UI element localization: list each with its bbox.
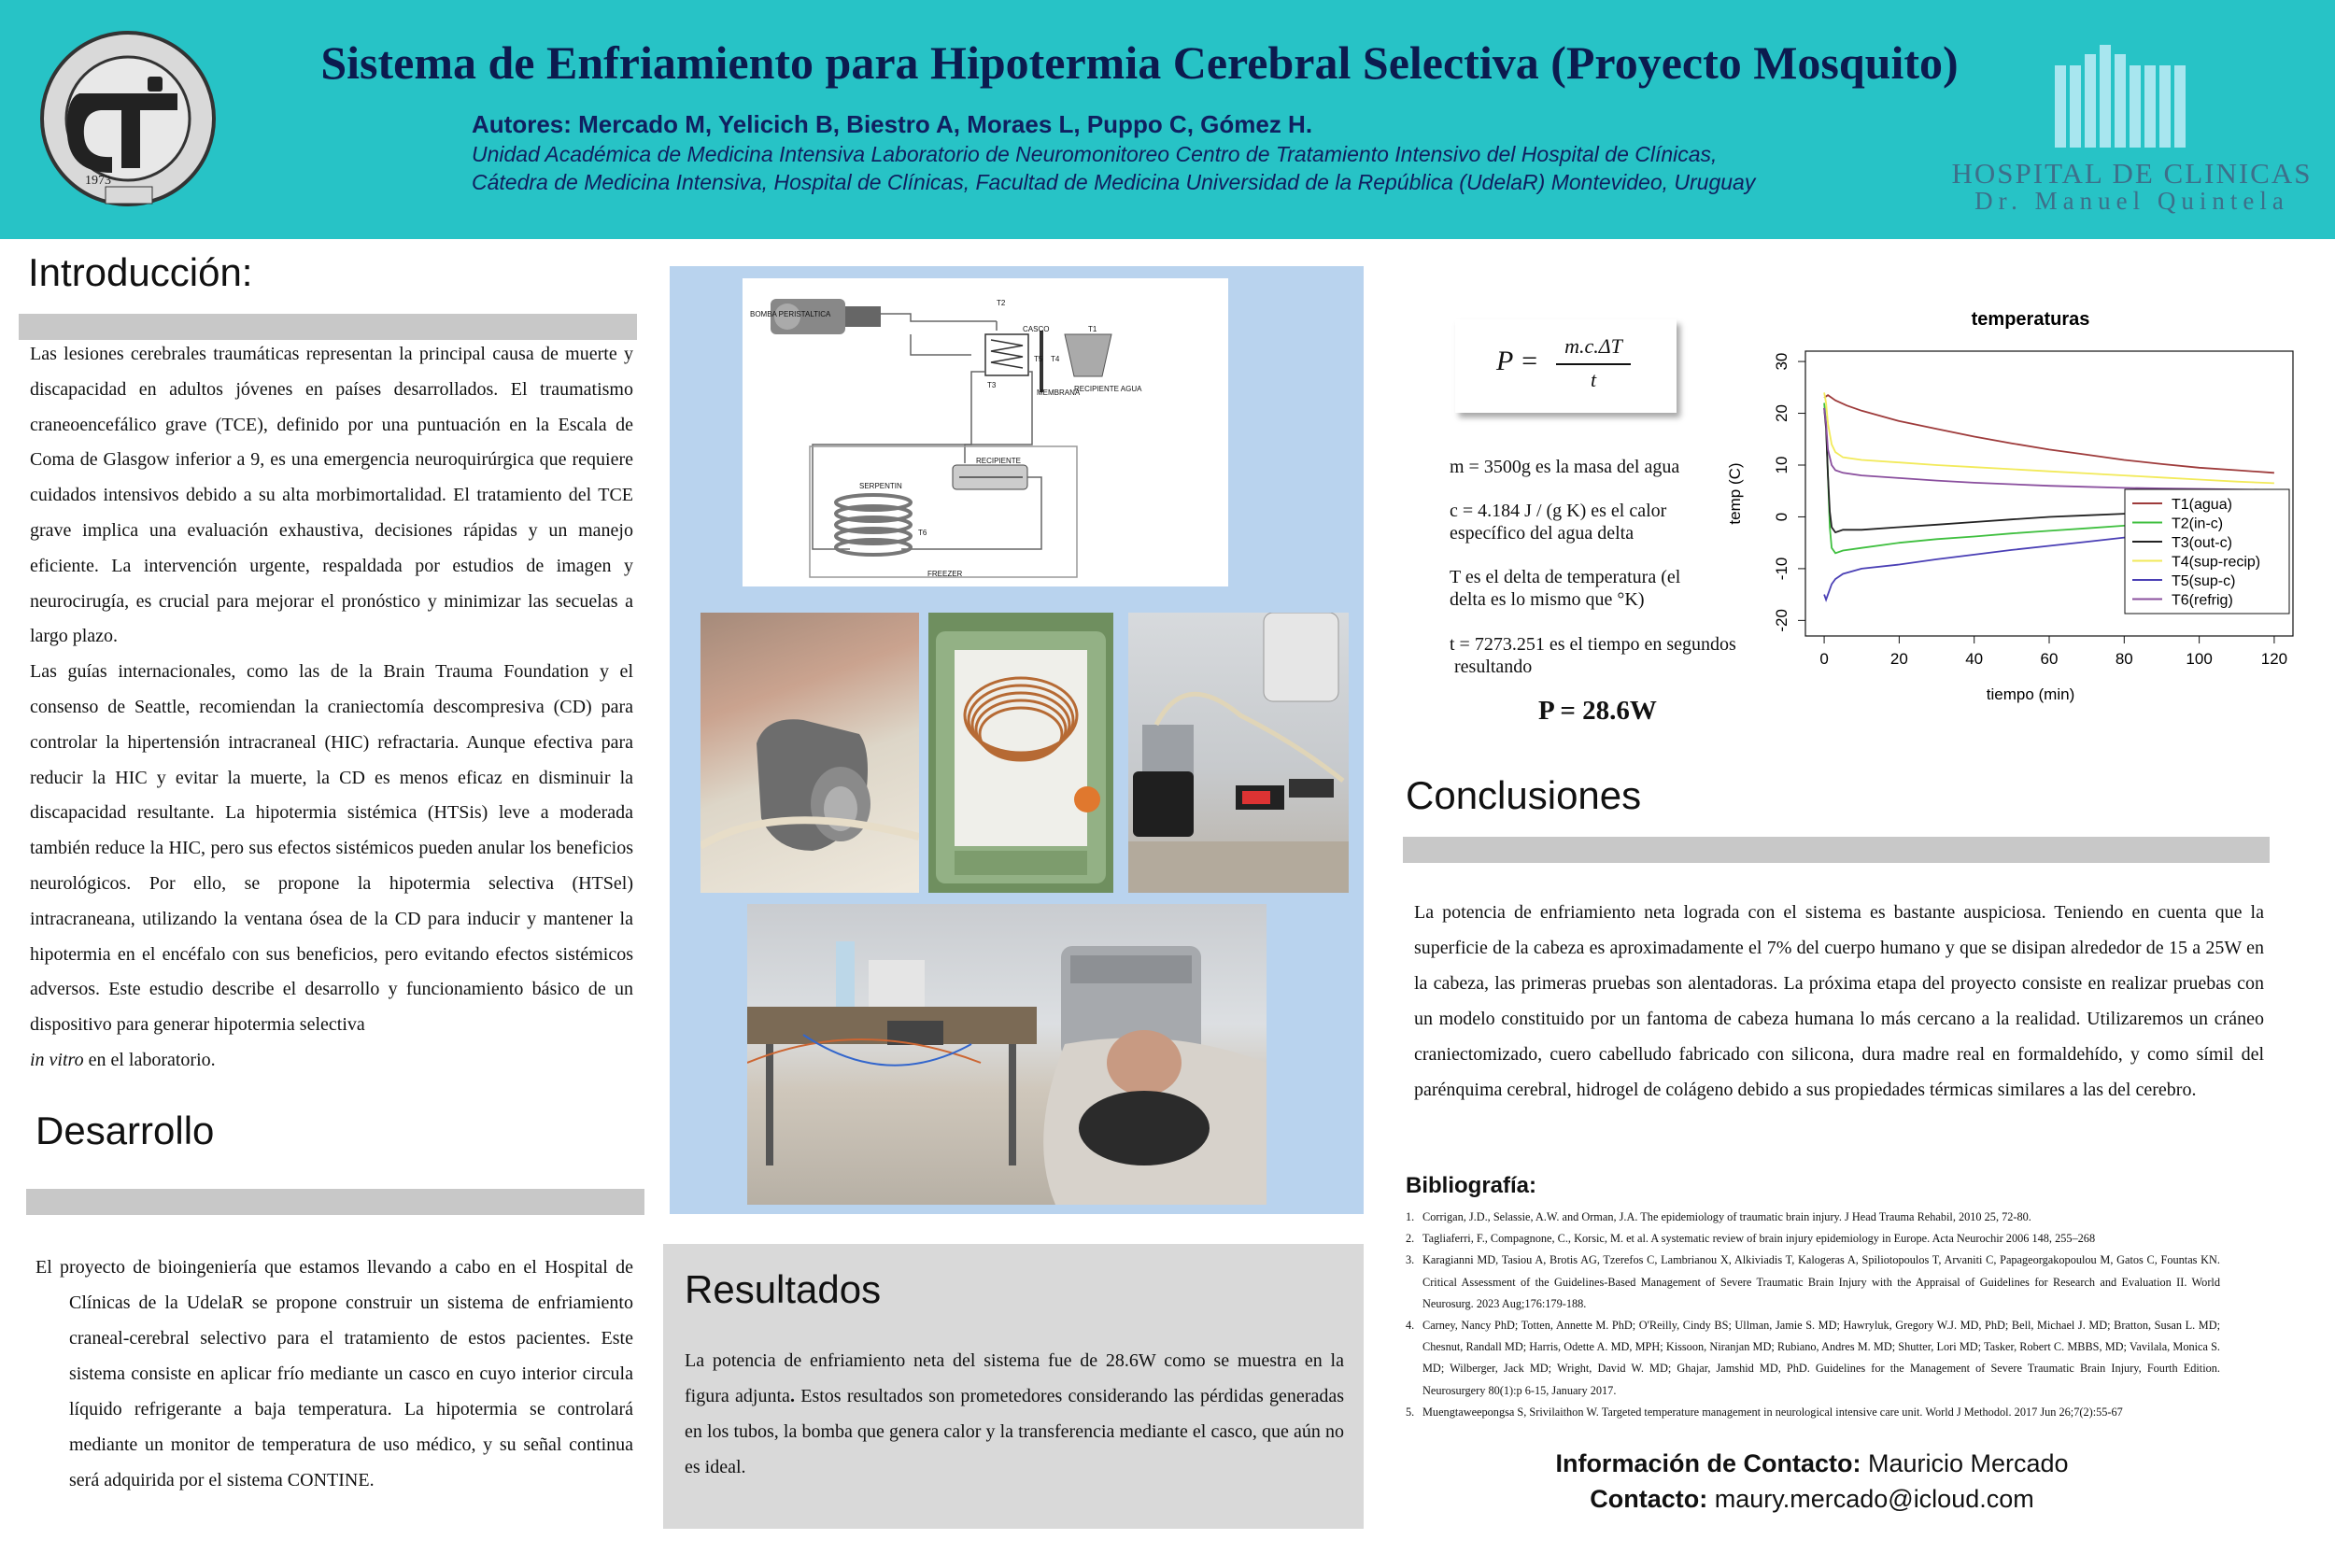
- bib-item: [1406, 1250, 2220, 1315]
- diagram-t1: T1: [1088, 325, 1097, 333]
- fraction-bar: [1556, 363, 1631, 365]
- intro-p2-end: en el laboratorio.: [83, 1049, 216, 1070]
- intro-p2-italic: in vitro: [30, 1049, 84, 1070]
- bib-num: 2.: [1406, 1232, 1415, 1246]
- bib-item: [1406, 1402, 2220, 1423]
- y-tick-label: -10: [1773, 557, 1790, 581]
- conclusiones-divider: [1403, 837, 2270, 863]
- intro-paragraph-1: Las lesiones cerebrales traumáticas representan la principal causa de muerte y discapacidad en adultos jóvenes en países desarrollados. El traumatismo craneoencefálico grave (TCE), definido por una puntuación en la Escala de Coma de Glasgow inferior a 9, es una emergencia neuroquirúrgica que requiere cuidados intensivos debido a su alta morbimortalidad. El tratamiento del TCE grave implica una evaluación exhaustiva, decisiones rápidas y un manejo eficiente. La intervención urgente, respaldada por estudios de imagen y neurocirugía, es crucial para mejorar el pronóstico y minimizar las secuelas a largo plazo.: [30, 344, 633, 647]
- bibliography-list: [1406, 1207, 2220, 1423]
- hospital-name: HOSPITAL DE CLINICAS: [1951, 157, 2313, 190]
- formula-numerator: m.c.ΔT: [1564, 334, 1622, 358]
- system-diagram: [743, 278, 1228, 586]
- desarrollo-divider: [26, 1189, 644, 1215]
- x-axis-label: tiempo (min): [1986, 685, 2075, 703]
- y-tick-label: 20: [1773, 404, 1790, 423]
- resultados-text-b: Estos resultados son prometedores considerando las pérdidas generadas en los tubos, la bomba que genera calor y la transferencia mediante el casco, que aún no es ideal.: [685, 1386, 1344, 1477]
- desarrollo-text: [35, 1250, 633, 1498]
- bib-text: Carney, Nancy PhD; Totten, Annette M. PhD; O'Reilly, Cindy BS; Ullman, Jamie S. MD; Hawryluk, Gregory W.J. MD, PhD; Bell, Michael J. MD; Bratton, Susan L. MD; Chesnut, Randall MD; Harris, Odette A. MD, MPH; Kissoon, Niranjan MD; Rubiano, Andres M. MD; Shutter, Lori MD; Tasker, Robert C. MBBS, MD; Vavilala, Monica S. MD; Wilberger, Jack MD; Wright, David W. MD; Ghajar, Jamshid MD, PhD. Guidelines for the Management of Severe Traumatic Brain Injury, Fourth Edition. Neurosurgery 80(1):p 6-15, January 2017.: [1422, 1319, 2220, 1397]
- legend-label: T3(out-c): [2172, 535, 2232, 551]
- legend-label: T2(in-c): [2172, 516, 2224, 532]
- bib-item: [1406, 1228, 2220, 1250]
- diagram-casco: CASCO: [1023, 325, 1050, 333]
- catedra-logo: [28, 28, 229, 210]
- hospital-logo: [2055, 45, 2186, 148]
- diagram-t5: T5: [1034, 355, 1043, 363]
- bib-num: 3.: [1406, 1253, 1415, 1267]
- conclusiones-text: La potencia de enfriamiento neta lograda con el sistema es bastante auspiciosa. Teniendo en cuenta que la superficie de la cabeza es aproximadamente el 7% del cuerpo humano y que se disipan alrededor de 15 a 25W en la cabeza, las primeras pruebas son alentadoras. La próxima etapa del proyecto consiste en realizar pruebas con un modelo constituido por un fantoma de cabeza humana lo más cercano a la realidad. Utilizaremos un cráneo craniectomizado, cuero cabelludo fabricado con silicona, dura madre real en formaldehído, y como símil del parénquima cerebral, hidrogel de colágeno debido a sus propiedades térmicas similares a las del cerebro.: [1414, 902, 2264, 1100]
- x-tick-label: 40: [1965, 650, 1984, 668]
- formula-m-def: m = 3500g es la masa del agua: [1450, 457, 1680, 477]
- formula-time-def-2: resultando: [1450, 657, 1533, 677]
- bib-text: Muengtaweepongsa S, Srivilaithon W. Targeted temperature management in neurological intensive care unit. World J Methodol. 2017 Jun 26;7(2):55-67: [1422, 1405, 2123, 1419]
- diagram-freezer: FREEZER: [927, 570, 963, 578]
- legend-label: T1(agua): [2172, 497, 2232, 513]
- diagram-recipiente-agua: RECIPIENTE AGUA: [1074, 385, 1142, 393]
- formula-t-def-1: T es el delta de temperatura (el: [1450, 567, 1681, 587]
- x-tick-label: 120: [2260, 650, 2288, 668]
- series-line-4: [1824, 392, 2274, 483]
- diagram-serpentin: SERPENTIN: [859, 482, 902, 490]
- resultados-text-a: La potencia de enfriamiento neta del sistema fue de 28.6W como se muestra en la figura adjunta: [685, 1350, 1344, 1406]
- poster-title: Sistema de Enfriamiento para Hipotermia Cerebral Selectiva (Proyecto Mosquito): [320, 36, 1959, 89]
- y-axis-label: temp (C): [1726, 462, 1744, 525]
- chart-svg: [1714, 295, 2302, 706]
- bib-text: Karagianni MD, Tasiou A, Brotis AG, Tzerefos C, Lambrianou X, Alkiviadis T, Kalogeras A, Spiliotopoulos T, Arvaniti C, Papageorgakopoulou M, Gatos C, Fountas KN. Critical Assessment of the Guidelines-Based Management of Severe Traumatic Brain Injury with the Appraisal of Guidelines for Research and Evaluation II. World Neurosurg. 2023 Aug;176:179-188.: [1422, 1253, 2220, 1310]
- temperature-chart: [1714, 295, 2302, 706]
- bib-text: Tagliaferri, F., Compagnone, C., Korsic, M. et al. A systematic review of brain injury epidemiology in Europe. Acta Neurochir 2006 148, 255–268: [1422, 1232, 2096, 1246]
- diagram-pump-label: BOMBA PERISTALTICA: [750, 310, 831, 318]
- formula-denominator: t: [1590, 368, 1597, 391]
- bib-item: [1406, 1315, 2220, 1402]
- x-tick-label: 60: [2040, 650, 2059, 668]
- photo-pump-setup: [1128, 613, 1349, 893]
- power-result: P = 28.6W: [1538, 696, 1657, 726]
- intro-divider: [19, 314, 637, 340]
- intro-text: [30, 337, 633, 1079]
- authors: Autores: Mercado M, Yelicich B, Biestro A, Moraes L, Puppo C, Gómez H.: [472, 110, 1313, 138]
- bib-num: 5.: [1406, 1405, 1415, 1419]
- y-tick-label: -20: [1773, 609, 1790, 632]
- desarrollo-title: Desarrollo: [35, 1109, 215, 1152]
- formula-c-def-2: específico del agua delta: [1450, 523, 1634, 544]
- affiliation-line-2: Cátedra de Medicina Intensiva, Hospital de Clínicas, Facultad de Medicina Universidad de la República (UdelaR) Montevideo, Uruguay: [472, 170, 1756, 194]
- photo-lab-bench: [747, 904, 1267, 1205]
- x-tick-label: 20: [1889, 650, 1908, 668]
- contact-email[interactable]: maury.mercado@icloud.com: [1707, 1485, 2034, 1513]
- legend-label: T4(sup-recip): [2172, 554, 2261, 571]
- legend-label: T5(sup-c): [2172, 573, 2236, 589]
- photo-coil-box: [928, 613, 1113, 893]
- bib-text: Corrigan, J.D., Selassie, A.W. and Orman, J.A. The epidemiology of traumatic brain injury. J Head Trauma Rehabil, 2010 25, 72-80.: [1422, 1210, 2031, 1223]
- diagram-t3: T3: [987, 381, 997, 389]
- bibliografia-title: Bibliografía:: [1406, 1173, 1537, 1198]
- formula-t-def-2: delta es lo mismo que °K): [1450, 589, 1645, 610]
- diagram-t6: T6: [918, 529, 927, 537]
- y-tick-label: 30: [1773, 352, 1790, 371]
- formula-time-def-1: t = 7273.251 es el tiempo en segundos: [1450, 634, 1736, 655]
- x-tick-label: 0: [1819, 650, 1829, 668]
- diagram-recipiente: RECIPIENTE: [976, 457, 1022, 465]
- bib-item: [1406, 1207, 2220, 1228]
- contact-info-label: Información de Contacto:: [1555, 1449, 1861, 1477]
- y-tick-label: 0: [1773, 512, 1790, 522]
- contact-info: [1406, 1446, 2218, 1517]
- y-tick-label: 10: [1773, 456, 1790, 474]
- formula-lhs: P =: [1496, 346, 1539, 376]
- resultados-title: Resultados: [685, 1267, 882, 1311]
- intro-paragraph-2: [30, 655, 633, 1079]
- bib-num: 4.: [1406, 1319, 1415, 1333]
- diagram-t2: T2: [997, 299, 1006, 307]
- formula-box: [1455, 319, 1677, 413]
- x-tick-label: 100: [2186, 650, 2213, 668]
- desarrollo-paragraph: El proyecto de bioingeniería que estamos llevando a cabo en el Hospital de Clínicas de la UdelaR se propone construir un sistema de enfriamiento craneal-cerebral selectivo para el tratamiento de estos pacientes. Este sistema consiste en aplicar frío mediante un casco en cuyo interior circula líquido refrigerante a baja temperatura. La hipotermia se controlará mediante un monitor de temperatura de uso médico, y su señal continua será adquirida por el sistema CONTINE.: [35, 1257, 633, 1490]
- bib-num: 1.: [1406, 1210, 1415, 1223]
- chart-title: temperaturas: [1971, 309, 2090, 330]
- legend-label: T6(refrig): [2172, 592, 2233, 609]
- x-tick-label: 80: [2115, 650, 2133, 668]
- hospital-subtitle: Dr. Manuel Quintela: [1974, 187, 2289, 215]
- contact-email-label: Contacto:: [1590, 1485, 1708, 1513]
- resultados-text: [685, 1343, 1344, 1485]
- logo-year: 1973: [85, 174, 111, 188]
- diagram-t4: T4: [1051, 355, 1060, 363]
- resultados-text-dot: .: [789, 1386, 795, 1406]
- intro-p2-main: Las guías internacionales, como las de la Brain Trauma Foundation y el consenso de Seattle, recomiendan la craniectomía descompresiva (CD) para controlar la hipertensión intracraneal (HIC) refractaria. Aunque efectiva para reducir la HIC y evitar la muerte, la CD es menos eficaz en disminuir la discapacidad resultante. La hipotermia sistémica (HTSis) leve a moderada también reduce la HIC, pero sus efectos sistémicos pueden anular los beneficios neurológicos. Por ello, se propone la hipotermia selectiva (HTSel) intracraneana, utilizando la ventana ósea de la CD para inducir y mantener la hipotermia en el encéfalo con sus beneficios, pero evitando efectos sistémicos adversos. Este estudio describe el desarrollo y funcionamiento básico de un dispositivo para generar hipotermia selectiva: [30, 661, 633, 1036]
- intro-title: Introducción:: [28, 250, 253, 294]
- contact-email-line: [1406, 1481, 2218, 1517]
- formula-c-def-1: c = 4.184 J / (g K) es el calor: [1450, 501, 1667, 521]
- affiliation-line-1: Unidad Académica de Medicina Intensiva Laboratorio de Neuromonitoreo Centro de Tratamiento Intensivo del Hospital de Clínicas,: [472, 142, 1718, 166]
- contact-name: Mauricio Mercado: [1861, 1449, 2069, 1477]
- photo-connector: [700, 613, 919, 893]
- conclusiones-title: Conclusiones: [1406, 773, 1642, 817]
- diagram-membrana: MEMBRANA: [1037, 388, 1081, 397]
- contact-name-line: [1406, 1446, 2218, 1481]
